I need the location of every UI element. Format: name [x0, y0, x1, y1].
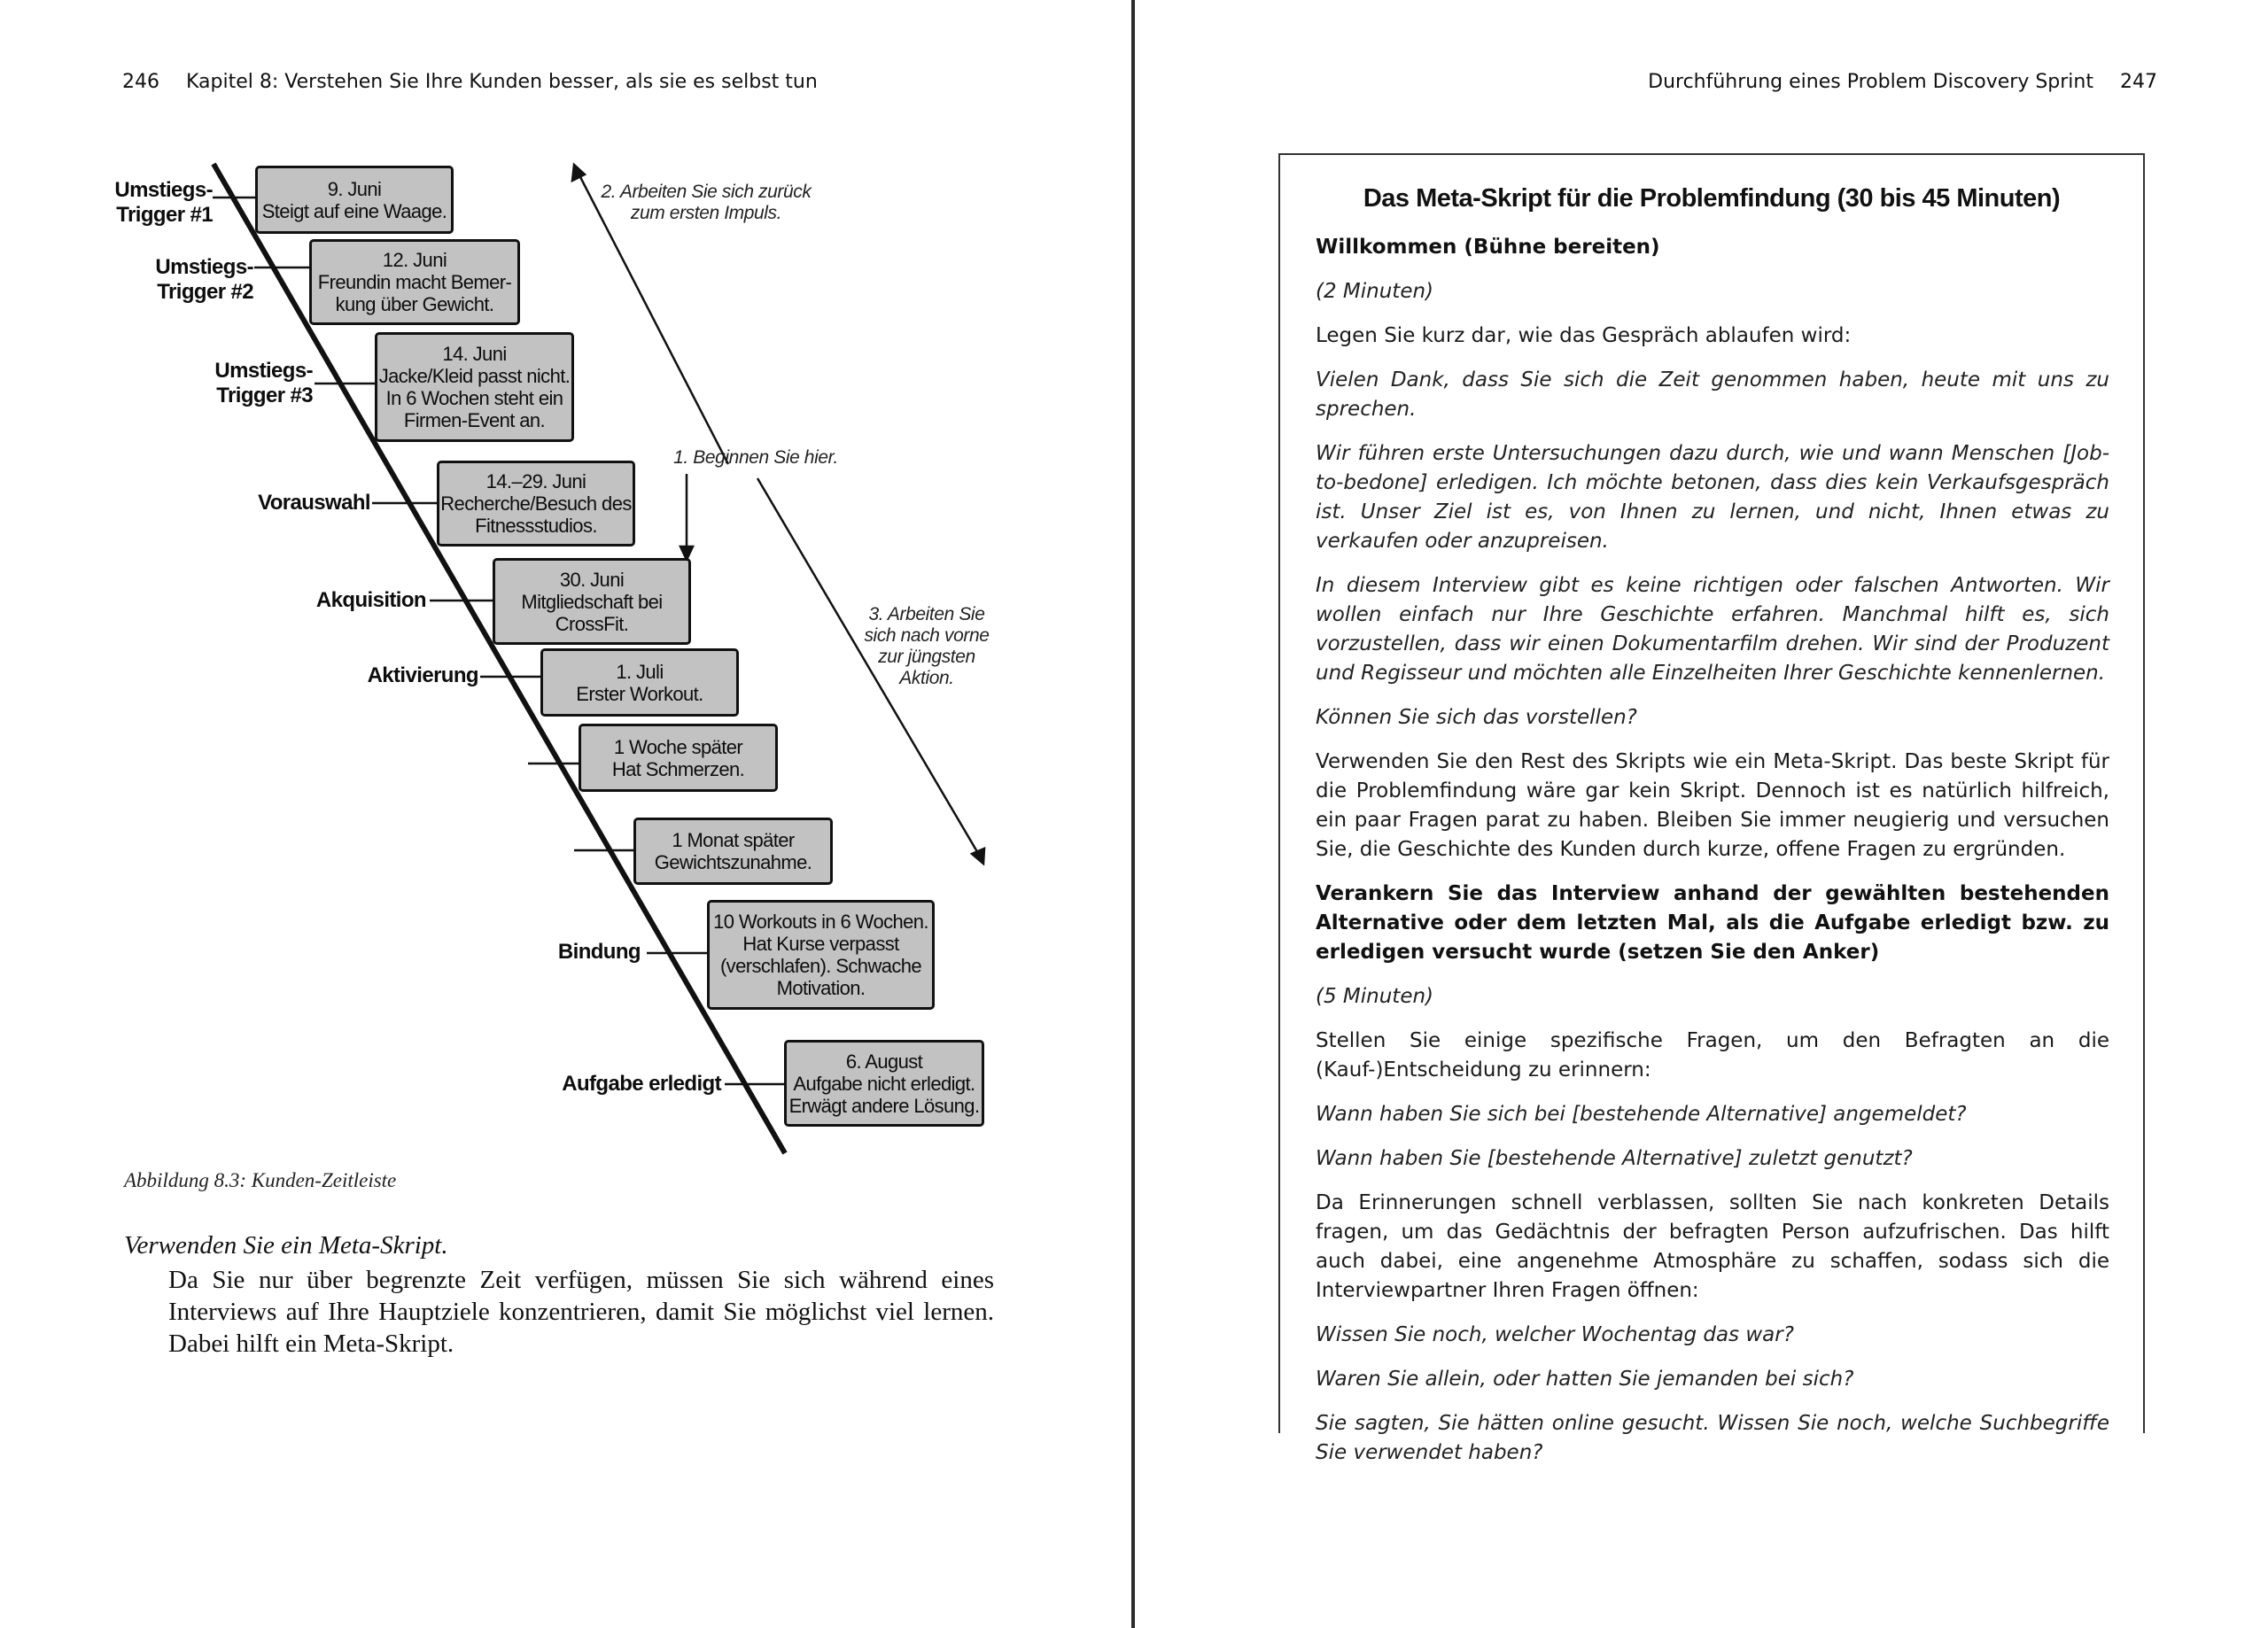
event-box-1-woche: 1 Woche später Hat Schmerzen. — [579, 724, 778, 792]
script-quote: Können Sie sich das vorstellen? — [1316, 706, 1637, 729]
duration-note: (2 Minuten) — [1316, 280, 1434, 303]
script-quote: In diesem Interview gibt es keine richtigen oder falschen Antworten. Wir wollen einfach nur Ihre Geschichte erfahren. Manchmal hilft es, sich vorzustellen, dass wir einen Dokumentarfilm drehen. Wir sind der Produzent und Regisseur und möchten alle Einzelheiten Ihrer Geschichte kennenlernen. — [1316, 574, 2109, 685]
stage-label-bindung: Bindung — [557, 940, 641, 964]
event-box-14-29-juni: 14.–29. Juni Recherche/Besuch des Fitnessstudios. — [437, 461, 635, 547]
right-page — [1135, 0, 2268, 1628]
stage-label-akquisition: Akquisition — [315, 588, 426, 612]
event-box-9-juni: 9. Juni Steigt auf eine Waage. — [255, 166, 454, 234]
meta-script-title: Das Meta-Skript für die Problemfindung (30 bis 45 Minuten) — [1363, 184, 2061, 213]
section-heading-anchor: Verankern Sie das Interview anhand der gewählten bestehenden Alternative oder dem letzten Mal, als die Aufgabe erledigt bzw. zu erledigen versucht wurde (setzen Sie den Anker) — [1316, 882, 2109, 964]
annotation-work-back: 2. Arbeiten Sie sich zurück zum ersten Impuls. — [601, 182, 812, 223]
script-question: Waren Sie allein, oder hatten Sie jemanden bei sich? — [1316, 1368, 1854, 1391]
event-box-12-juni: 12. Juni Freundin macht Bemer- kung über Gewicht. — [309, 239, 520, 325]
event-box-14-juni: 14. Juni Jacke/Kleid passt nicht. In 6 Wochen steht ein Firmen-Event an. — [375, 332, 574, 442]
stage-label-aufgabe-erledigt: Aufgabe erledigt — [562, 1072, 721, 1096]
annotation-work-forward: 3. Arbeiten Sie sich nach vorne zur jüngsten Aktion. — [864, 604, 990, 688]
section-heading-welcome: Willkommen (Bühne bereiten) — [1316, 236, 1660, 259]
right-section-title: Durchführung eines Problem Discovery Sprint — [1648, 71, 2093, 93]
script-question: Wann haben Sie sich bei [bestehende Alternative] angemeldet? — [1316, 1103, 1967, 1126]
instruction-paragraph: Stellen Sie einige spezifische Fragen, um den Befragten an die (Kauf-)Entscheidung zu erinnern: — [1316, 1029, 2109, 1081]
body-heading: Verwenden Sie ein Meta-Skript. — [124, 1231, 448, 1260]
right-page-number: 247 — [2120, 71, 2157, 93]
event-box-10-workouts: 10 Workouts in 6 Wochen. Hat Kurse verpasst (verschlafen). Schwache Motivation. — [707, 900, 935, 1010]
figure-caption: Abbildung 8.3: Kunden-Zeitleiste — [124, 1169, 397, 1191]
stage-label-vorauswahl: Vorauswahl — [258, 491, 370, 515]
stage-label-aktivierung: Aktivierung — [367, 663, 478, 687]
customer-timeline-diagram — [0, 0, 1132, 1185]
event-box-6-august: 6. August Aufgabe nicht erledigt. Erwägt andere Lösung. — [784, 1040, 984, 1127]
stage-label-trigger-3: Umstiegs- Trigger #3 — [214, 359, 313, 407]
script-question: Wann haben Sie [bestehende Alternative] zuletzt genutzt? — [1316, 1147, 1913, 1170]
meta-script-box — [1278, 153, 2145, 1464]
script-question: Sie sagten, Sie hätten online gesucht. Wissen Sie noch, welche Suchbegriffe Sie verwendet haben? — [1316, 1412, 2109, 1464]
left-page-number: 246 — [122, 71, 159, 93]
stage-label-trigger-2: Umstiegs- Trigger #2 — [155, 255, 253, 304]
instruction-paragraph: Da Erinnerungen schnell verblassen, sollten Sie nach konkreten Details fragen, um das Gedächtnis der befragten Person aufzufrischen. Das hilft auch dabei, eine angenehme Atmosphäre zu schaffen, sodass sich die Interviewpartner Ihren Fragen öffnen: — [1316, 1191, 2109, 1302]
script-question: Wissen Sie noch, welcher Wochentag das war? — [1316, 1323, 1794, 1346]
event-box-30-juni: 30. Juni Mitgliedschaft bei CrossFit. — [493, 558, 691, 645]
right-running-head — [1648, 71, 2157, 93]
arrow-head — [972, 849, 984, 864]
event-box-1-monat: 1 Monat später Gewichtszunahme. — [633, 818, 833, 885]
stage-label-trigger-1: Umstiegs- Trigger #1 — [114, 178, 213, 227]
body-paragraph: Da Sie nur über begrenzte Zeit verfügen, müssen Sie sich während eines Interviews auf Ihre Hauptziele konzentrieren, damit Sie möglichst viel lernen. Dabei hilft ein Meta-Skript. — [168, 1266, 994, 1358]
script-quote: Vielen Dank, dass Sie sich die Zeit genommen haben, heute mit uns zu sprechen. — [1316, 368, 2109, 421]
script-quote: Wir führen erste Untersuchungen dazu durch, wie und wann Menschen [Job-to-bedone] erledigen. Ich möchte betonen, dass dies kein Verkaufsgespräch ist. Unser Ziel ist es, von Ihnen zu lernen, und nicht, Ihnen etwas zu verkaufen oder anzupreisen. — [1316, 442, 2109, 553]
event-box-1-juli: 1. Juli Erster Workout. — [540, 648, 739, 717]
meta-script-content — [1316, 233, 2109, 1483]
instruction-paragraph: Legen Sie kurz dar, wie das Gespräch ablaufen wird: — [1316, 324, 1852, 347]
arrow-head — [572, 165, 585, 181]
annotation-start-here: 1. Beginnen Sie hier. — [673, 447, 838, 468]
duration-note: (5 Minuten) — [1316, 985, 1434, 1008]
left-page — [0, 0, 1132, 1628]
left-chapter-title: Kapitel 8: Verstehen Sie Ihre Kunden besser, als sie es selbst tun — [186, 71, 818, 93]
instruction-paragraph: Verwenden Sie den Rest des Skripts wie ein Meta-Skript. Das beste Skript für die Problemfindung wäre gar kein Skript. Dennoch ist es natürlich hilfreich, ein paar Fragen parat zu haben. Bleiben Sie immer neugierig und versuchen Sie, die Geschichte des Kunden durch kurze, offene Fragen zu ergründen. — [1316, 750, 2109, 861]
